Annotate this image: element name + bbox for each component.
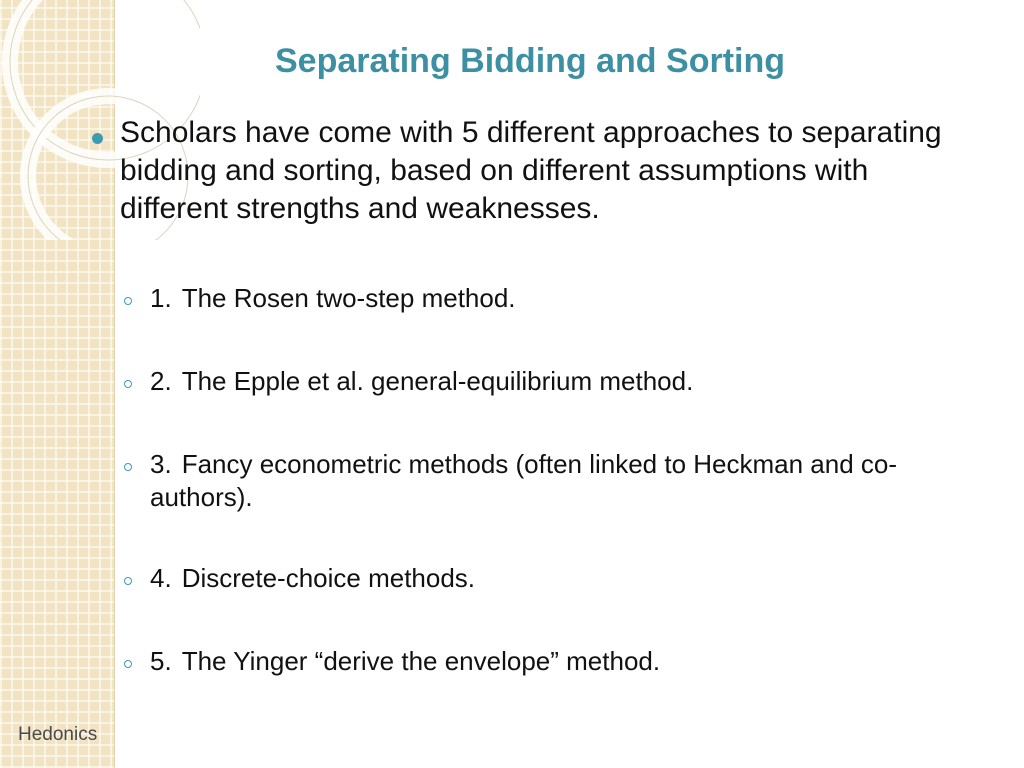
sub-item-number: 5. (150, 646, 172, 676)
footer-label: Hedonics (18, 724, 98, 745)
slide-title: Separating Bidding and Sorting (275, 42, 785, 80)
bullet-circle-icon (124, 660, 132, 668)
sub-item-label: The Yinger “derive the envelope” method. (181, 646, 661, 676)
sub-item-label: Discrete-choice methods. (181, 563, 476, 593)
sub-item-number: 2. (150, 366, 172, 396)
sub-item-3 (118, 448, 978, 514)
sub-item-text (150, 448, 978, 514)
sub-item-text (150, 282, 978, 315)
main-bullet (88, 114, 978, 228)
bullet-dot-icon (92, 133, 103, 144)
sub-item-number: 1. (150, 283, 172, 313)
sub-item-label: The Epple et al. general-equilibrium method. (181, 366, 694, 396)
sub-item-label: Fancy econometric methods (often linked to Heckman and co-authors). (150, 449, 898, 512)
sub-item-number: 4. (150, 563, 172, 593)
bullet-circle-icon (124, 297, 132, 305)
sub-item-number: 3. (150, 449, 172, 479)
bullet-circle-icon (124, 463, 132, 471)
sub-item-2 (118, 365, 978, 398)
main-bullet-text: Scholars have come with 5 different approaches to separating bidding and sorting, based on different assumptions with different strengths and weaknesses. (120, 116, 942, 225)
sub-item-text (150, 365, 978, 398)
sub-item-text (150, 562, 978, 595)
sub-item-1 (118, 282, 978, 315)
sub-item-4 (118, 562, 978, 595)
sub-item-5 (118, 645, 978, 678)
bullet-circle-icon (124, 577, 132, 585)
sub-item-label: The Rosen two-step method. (181, 283, 516, 313)
bullet-circle-icon (124, 380, 132, 388)
sub-item-text (150, 645, 978, 678)
